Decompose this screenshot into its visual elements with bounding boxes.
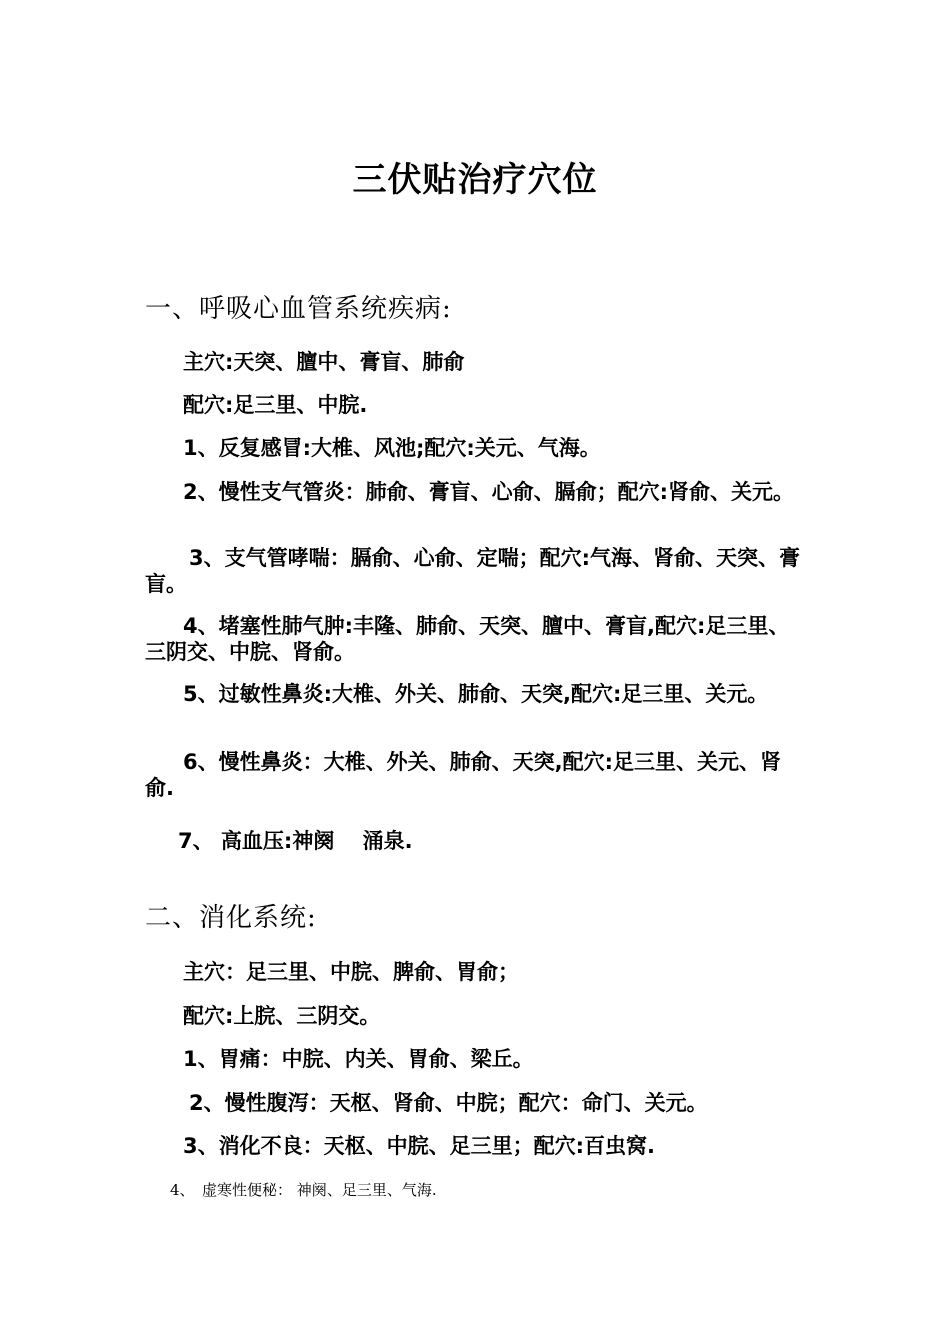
list-item: 2、慢性腹泻：天枢、肾俞、中脘；配穴：命门、关元。 — [189, 1091, 708, 1115]
list-item: 2、慢性支气管炎：肺俞、膏盲、心俞、膈俞；配穴:肾俞、关元。 — [183, 480, 795, 504]
list-item: 1、胃痛：中脘、内关、胃俞、梁丘。 — [183, 1047, 534, 1071]
list-item-small: 4、 虚寒性便秘： 神阕、足三里、气海. — [170, 1181, 437, 1199]
list-item: 主穴：足三里、中脘、脾俞、胃俞； — [183, 960, 519, 984]
list-item: 6、慢性鼻炎：大椎、外关、肺俞、天突,配穴:足三里、关元、肾俞. — [145, 750, 781, 800]
list-item: 配穴:上脘、三阴交。 — [183, 1004, 381, 1028]
section-heading-respiratory: 一、呼吸心血管系统疾病: — [145, 294, 452, 324]
page-title: 三伏贴治疗穴位 — [352, 160, 598, 200]
list-item: 5、过敏性鼻炎:大椎、外关、肺俞、天突,配穴:足三里、关元。 — [183, 682, 769, 706]
list-item: 3、消化不良：天枢、中脘、足三里；配穴:百虫窝. — [183, 1134, 655, 1158]
list-item: 7、 高血压:神阕 涌泉. — [178, 829, 413, 853]
list-item: 3、支气管哮喘：膈俞、心俞、定喘；配穴:气海、肾俞、天突、膏盲。 — [145, 546, 801, 596]
list-item: 1、反复感冒:大椎、风池;配穴:关元、气海。 — [183, 436, 601, 460]
list-item: 主穴:天突、膻中、膏盲、肺俞 — [183, 350, 465, 374]
list-item: 配穴:足三里、中脘. — [183, 393, 368, 417]
section-heading-digestive: 二、消化系统: — [145, 903, 317, 933]
list-item: 4、堵塞性肺气肿:丰隆、肺俞、天突、膻中、膏盲,配穴:足三里、三阴交、中脘、肾俞。 — [145, 614, 790, 664]
